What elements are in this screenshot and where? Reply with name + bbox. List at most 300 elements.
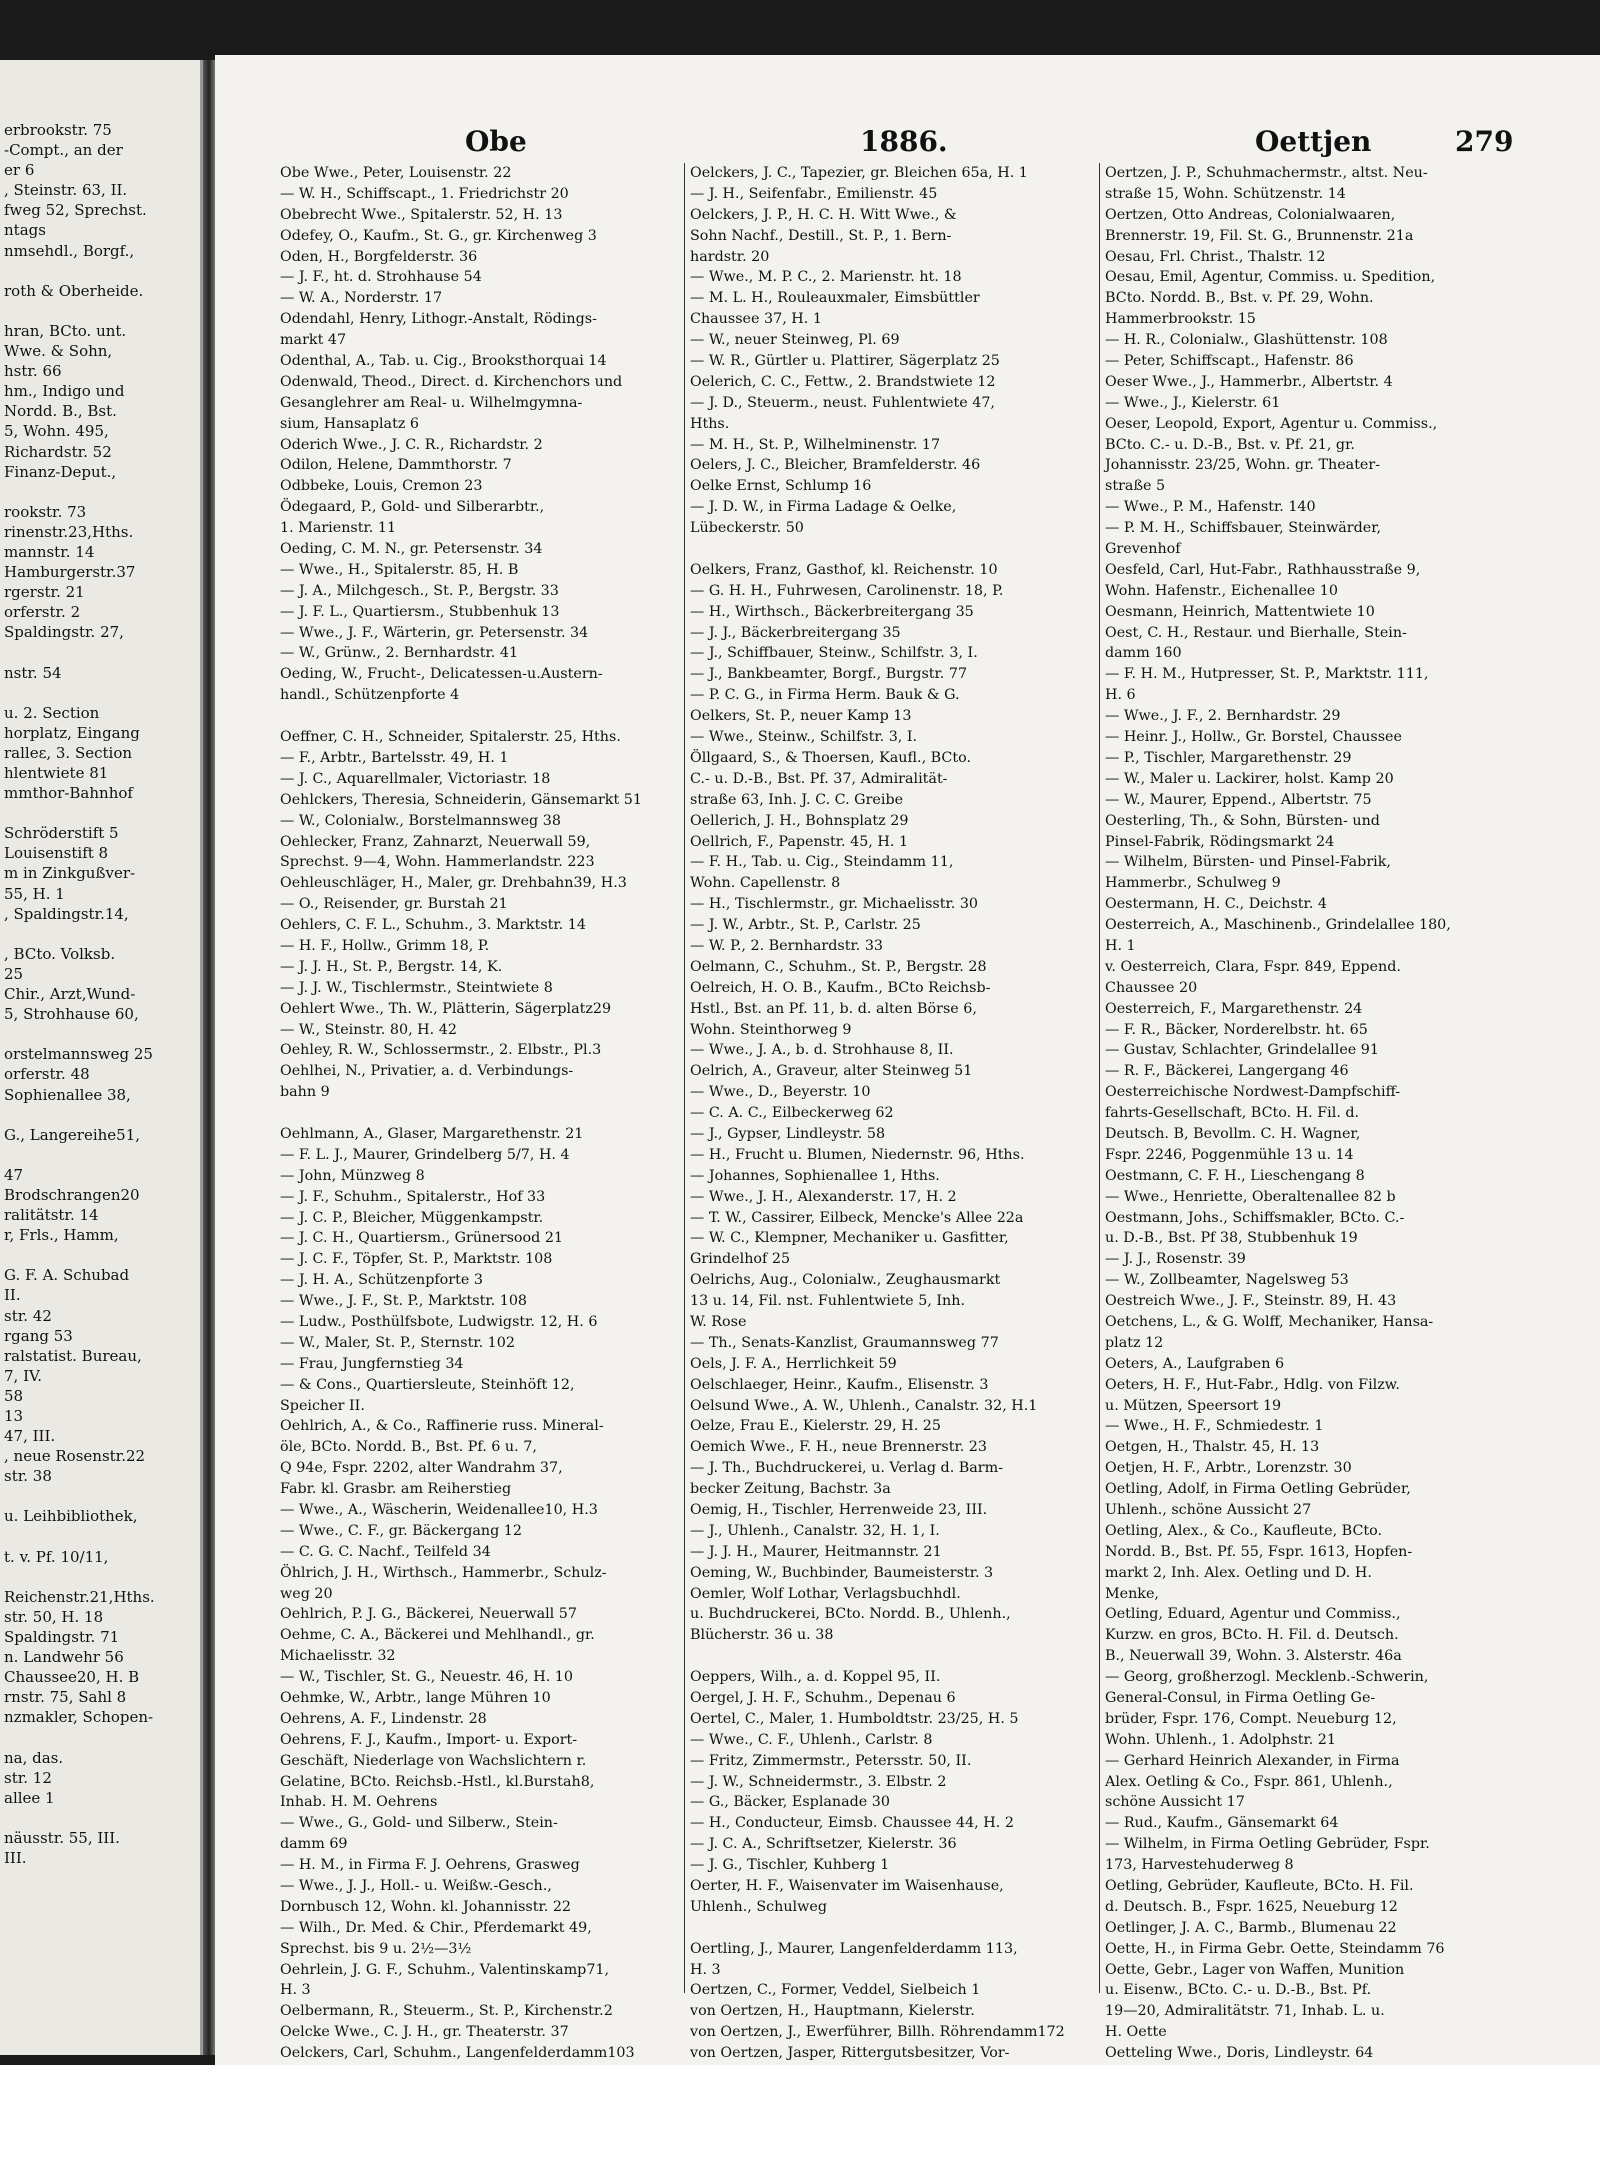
directory-line: — F. H. M., Hutpresser, St. P., Marktstr. 111, [1105,666,1429,683]
directory-line: Oestreich Wwe., J. F., Steinstr. 89, H. 43 [1105,1293,1397,1310]
directory-line: Odenwald, Theod., Direct. d. Kirchenchors und [280,373,623,390]
directory-line: Hstl., Bst. an Pf. 11, b. d. alten Börse 6, [690,1000,977,1017]
directory-line: weg 20 [280,1585,333,1602]
directory-line: Speicher II. [280,1397,365,1414]
directory-line: Richardstr. 52 [4,442,112,461]
directory-line: Oehlhei, N., Privatier, a. d. Verbindungs- [280,1063,574,1080]
directory-line: — W., Maler u. Lackirer, holst. Kamp 20 [1105,770,1394,787]
directory-line: — J. F. L., Quartiersm., Stubbenhuk 13 [280,603,560,620]
directory-line: Oeser, Leopold, Export, Agentur u. Commiss., [1105,415,1438,432]
directory-line: Oertzen, Otto Andreas, Colonialwaaren, [1105,206,1396,223]
directory-line: Chaussee20, H. B [4,1668,140,1687]
directory-line: Oerter, H. F., Waisenvater im Waisenhause, [690,1878,1004,1895]
directory-line: Odefey, O., Kaufm., St. G., gr. Kirchenweg 3 [280,227,597,244]
directory-line: Geschäft, Niederlage von Wachslichtern r. [280,1752,587,1769]
directory-line: Kurzw. en gros, BCto. H. Fil. d. Deutsch. [1105,1627,1399,1644]
directory-line: — J. C. A., Schriftsetzer, Kielerstr. 36 [690,1836,957,1853]
directory-line: — Wwe., J. F., St. P., Marktstr. 108 [280,1293,528,1310]
directory-line: — W. P., 2. Bernhardstr. 33 [690,937,884,954]
directory-line: Sohn Nachf., Destill., St. P., 1. Bern- [690,227,952,244]
directory-line: straße 5 [1105,478,1166,495]
directory-line: Oemig, H., Tischler, Herrenweide 23, III. [690,1502,988,1518]
directory-line: roth & Oberheide. [4,281,144,300]
directory-line: Oelckers, Carl, Schuhm., Langenfelderdamm103 [280,2045,635,2062]
directory-line [4,924,200,944]
directory-line: BCto. Nordd. B., Bst. v. Pf. 29, Wohn. [1105,290,1374,307]
directory-line: — P. C. G., in Firma Herm. Bauk & G. [690,687,960,704]
directory-line [690,539,1090,560]
header-right-keyword: Oettjen [1255,125,1372,158]
directory-line: Gelatine, BCto. Reichsb.-Hstl., kl.Burstah8, [280,1773,595,1790]
directory-line: von Oertzen, Jasper, Rittergutsbesitzer, Vor- [690,2045,1010,2062]
directory-line: — Georg, großherzogl. Mecklenb.-Schwerin, [1105,1669,1429,1686]
directory-line: — W., Steinstr. 80, H. 42 [280,1021,457,1038]
directory-line: Oehlrich, A., & Co., Raffinerie russ. Mineral- [280,1418,604,1435]
directory-line: Oertling, J., Maurer, Langenfelderdamm 113, [690,1940,1018,1957]
directory-line: — W. A., Norderstr. 17 [280,290,443,307]
directory-line: rookstr. 73 [4,502,87,521]
directory-line: — M. H., St. P., Wilhelminenstr. 17 [690,436,941,453]
directory-line: — Wwe., J. A., b. d. Strohhause 8, II. [690,1042,954,1059]
directory-line: , Steinstr. 63, II. [4,181,128,200]
directory-line: Grevenhof [1105,541,1181,558]
directory-line: — J. J. H., St. P., Bergstr. 14, K. [280,958,503,975]
directory-line [280,706,680,727]
directory-line: n. Landwehr 56 [4,1648,124,1667]
directory-line: Oelcke Wwe., C. J. H., gr. Theaterstr. 37 [280,2024,569,2041]
directory-line: rinenstr.23,Hths. [4,522,134,541]
directory-line: — P. M. H., Schiffsbauer, Steinwärder, [1105,520,1382,537]
directory-line: Grindelhof 25 [690,1251,791,1268]
directory-line: Spaldingstr. 27, [4,623,124,642]
directory-line: Hammerbr., Schulweg 9 [1105,875,1281,892]
directory-line: — J. J., Bäckerbreitergang 35 [690,624,901,641]
directory-line: orferstr. 2 [4,603,81,622]
directory-line: — Gerhard Heinrich Alexander, in Firma [1105,1752,1400,1769]
directory-line: — J., Schiffbauer, Steinw., Schilfstr. 3, I. [690,645,978,662]
directory-line: — Th., Senats-Kanzlist, Graumannsweg 77 [690,1334,999,1351]
directory-line: — H., Wirthsch., Bäckerbreitergang 35 [690,603,974,620]
directory-line: 55, H. 1 [4,884,65,903]
directory-line: str. 50, H. 18 [4,1607,104,1626]
directory-line: Oeming, W., Buchbinder, Baumeisterstr. 3 [690,1564,994,1581]
directory-line: — J., Bankbeamter, Borgf., Burgstr. 77 [690,666,968,683]
column-3 [1105,163,1505,2085]
directory-line: — W., Tischler, St. G., Neuestr. 46, H. 10 [280,1669,573,1686]
directory-line: sium, Hansaplatz 6 [280,415,419,432]
directory-line: ralstatist. Bureau, [4,1346,142,1365]
directory-line: — M. L. H., Rouleauxmaler, Eimsbüttler [690,290,980,307]
directory-line: Oehlecker, Franz, Zahnarzt, Neuerwall 59, [280,833,591,850]
directory-line: — J. H. A., Schützenpforte 3 [280,1272,483,1289]
directory-line: 13 [4,1407,24,1425]
directory-line: Oette, Gebr., Lager von Waffen, Munition [1105,1961,1405,1978]
directory-line: Oderich Wwe., J. C. R., Richardstr. 2 [280,436,543,453]
directory-line: Chir., Arzt,Wund- [4,985,136,1004]
directory-line [4,1527,200,1547]
directory-line: Odendahl, Henry, Lithogr.-Anstalt, Rödings- [280,311,597,328]
directory-line: Öhlrich, J. H., Wirthsch., Hammerbr., Schulz- [280,1564,607,1581]
directory-line: platz 12 [1105,1334,1164,1351]
directory-line: — Wwe., C. F., Uhlenh., Carlstr. 8 [690,1731,933,1748]
directory-line: B., Neuerwall 39, Wohn. 3. Alsterstr. 46a [1105,1648,1402,1665]
directory-line: — W., Maurer, Eppend., Albertstr. 75 [1105,791,1372,808]
directory-line: H. 6 [1105,687,1136,704]
directory-line: — Wwe., J. F., 2. Bernhardstr. 29 [1105,708,1341,725]
directory-line: Oeppers, Wilh., a. d. Koppel 95, II. [690,1669,941,1686]
directory-line: Oetlinger, J. A. C., Barmb., Blumenau 22 [1105,1919,1397,1936]
directory-line: näusstr. 55, III. [4,1828,120,1847]
directory-line: — & Cons., Quartiersleute, Steinhöft 12, [280,1376,575,1393]
directory-line: Oelrichs, Aug., Colonialw., Zeughausmarkt [690,1272,1001,1289]
directory-line: — Wwe., G., Gold- und Silberw., Stein- [280,1815,558,1832]
directory-line: Oehmke, W., Arbtr., lange Mühren 10 [280,1690,551,1707]
directory-line: Oestmann, Johs., Schiffsmakler, BCto. C.- [1105,1209,1405,1226]
book-gutter [203,60,215,2055]
directory-line: — J. W., Schneidermstr., 3. Elbstr. 2 [690,1773,947,1790]
directory-line: t. v. Pf. 10/11, [4,1547,109,1566]
directory-line: Chaussee 37, H. 1 [690,311,822,328]
directory-line: u. Leihbibliothek, [4,1507,138,1526]
directory-line: d. Deutsch. B., Fspr. 1625, Neueburg 12 [1105,1898,1398,1915]
directory-line: hstr. 66 [4,362,62,381]
directory-line: , Spaldingstr.14, [4,904,129,923]
directory-line: Oelkers, St. P., neuer Kamp 13 [690,708,912,725]
directory-line: str. 42 [4,1306,52,1325]
directory-line: 25 [4,964,24,983]
directory-line: Oesterreichische Nordwest-Dampfschiff- [1105,1084,1401,1101]
directory-line: schöne Aussicht 17 [1105,1794,1245,1811]
directory-line: Oeser Wwe., J., Hammerbr., Albertstr. 4 [1105,373,1393,390]
directory-line: Oeding, C. M. N., gr. Petersenstr. 34 [280,541,543,558]
directory-line: H. 1 [1105,937,1136,954]
directory-line: Oetling, Alex., & Co., Kaufleute, BCto. [1105,1522,1383,1539]
directory-line [4,482,200,502]
directory-line: Michaelisstr. 32 [280,1648,396,1665]
directory-line: — W., Maler, St. P., Sternstr. 102 [280,1334,515,1351]
directory-line: Brodschrangen20 [4,1185,140,1204]
directory-line: 1. Marienstr. 11 [280,520,397,537]
directory-line: II. [4,1286,21,1305]
directory-line: Oehlrich, P. J. G., Bäckerei, Neuerwall 57 [280,1606,577,1623]
directory-line [4,1245,200,1265]
directory-line: Inhab. H. M. Oehrens [280,1794,438,1811]
directory-line: Menke, [1105,1585,1159,1602]
directory-line [4,1105,200,1125]
directory-line: Q 94e, Fspr. 2202, alter Wandrahm 37, [280,1460,563,1477]
directory-line: — J. W., Arbtr., St. P., Carlstr. 25 [690,917,921,934]
directory-line: orstelmannsweg 25 [4,1045,153,1064]
directory-line: Oette, H., in Firma Gebr. Oette, Steindamm 76 [1105,1940,1445,1957]
directory-line: — Wwe., Steinw., Schilfstr. 3, I. [690,729,918,746]
directory-line: r, Frls., Hamm, [4,1226,119,1245]
directory-line: Oellerich, J. H., Bohnsplatz 29 [690,812,909,829]
directory-line: u. 2. Section [4,703,100,722]
directory-line: — Fritz, Zimmermstr., Petersstr. 50, II. [690,1752,972,1769]
directory-line: H. 3 [280,1982,311,1999]
directory-line: Oertzen, C., Former, Veddel, Sielbeich 1 [690,1982,981,1999]
directory-line: nmsehdl., Borgf., [4,241,135,260]
directory-line: — J. D., Steuerm., neust. Fuhlentwiete 47, [690,394,995,411]
directory-line: — H. R., Colonialw., Glashüttenstr. 108 [1105,332,1388,349]
directory-line [4,1486,200,1506]
directory-line: Oelbermann, R., Steuerm., St. P., Kirchenstr.2 [280,2003,613,2020]
directory-line: Oelkers, Franz, Gasthof, kl. Reichenstr. 10 [690,561,998,578]
directory-line: — Gustav, Schlachter, Grindelallee 91 [1105,1042,1379,1059]
directory-line: — J. A., Milchgesch., St. P., Bergstr. 33 [280,582,559,599]
directory-line: Oeters, A., Laufgraben 6 [1105,1355,1285,1372]
directory-line: Oelmann, C., Schuhm., St. P., Bergstr. 28 [690,958,987,975]
directory-line: Sophienallee 38, [4,1085,131,1104]
directory-line: Schröderstift 5 [4,824,119,843]
directory-line: von Oertzen, J., Ewerführer, Billh. Röhrendamm172 [690,2024,1065,2041]
directory-line [4,642,200,662]
directory-line: Sprechst. 9—4, Wohn. Hammerlandstr. 223 [280,854,595,871]
directory-line: — Wilh., Dr. Med. & Chir., Pferdemarkt 49, [280,1919,592,1936]
directory-line: G. F. A. Schubad [4,1266,130,1285]
directory-line: Oesmann, Heinrich, Mattentwiete 10 [1105,603,1375,620]
directory-line: — Wwe., Henriette, Oberaltenallee 82 b [1105,1188,1396,1205]
directory-line [4,803,200,823]
directory-line: Oetgen, H., Thalstr. 45, H. 13 [1105,1439,1320,1456]
directory-line: Öllgaard, S., & Thoersen, Kaufl., BCto. [690,749,972,766]
directory-line: — John, Münzweg 8 [280,1167,425,1184]
directory-line: Oeffner, C. H., Schneider, Spitalerstr. 25, Hths. [280,729,621,746]
directory-line: General-Consul, in Firma Oetling Ge- [1105,1690,1376,1707]
directory-line: — Wwe., P. M., Hafenstr. 140 [1105,499,1316,516]
directory-line: , BCto. Volksb. [4,944,116,963]
directory-line: Odilon, Helene, Dammthorstr. 7 [280,457,512,474]
left-page-fragment [0,60,203,2055]
directory-line: Dornbusch 12, Wohn. kl. Johannisstr. 22 [280,1898,572,1915]
directory-line: Reichenstr.21,Hths. [4,1587,155,1606]
directory-line: Oehlckers, Theresia, Schneiderin, Gänsemarkt 51 [280,791,642,808]
directory-line: Oelers, J. C., Bleicher, Bramfelderstr. 46 [690,457,981,474]
directory-line: — H., Conducteur, Eimsb. Chaussee 44, H. 2 [690,1815,1014,1832]
directory-line: — C. A. C., Eilbeckerweg 62 [690,1105,894,1122]
directory-line: Wohn. Hafenstr., Eichenallee 10 [1105,582,1338,599]
directory-line: Uhlenh., Schulweg [690,1898,827,1915]
directory-line: Deutsch. B, Bevollm. C. H. Wagner, [1105,1125,1361,1142]
directory-line: 5, Strohhause 60, [4,1005,139,1024]
directory-line: m in Zinkgußver- [4,864,136,883]
directory-line: — Wwe., J., Kielerstr. 61 [1105,394,1281,411]
directory-line: rnstr. 75, Sahl 8 [4,1688,127,1707]
directory-line: Hths. [690,415,730,432]
directory-line: — W., Grünw., 2. Bernhardstr. 41 [280,645,519,662]
directory-line: — C. G. C. Nachf., Teilfeld 34 [280,1543,491,1560]
directory-line: — J., Uhlenh., Canalstr. 32, H. 1, I. [690,1522,940,1539]
directory-line: — T. W., Cassirer, Eilbeck, Mencke's Allee 22a [690,1209,1024,1226]
directory-line: — Wwe., J. J., Holl.- u. Weißw.-Gesch., [280,1878,552,1895]
directory-line: hardstr. 20 [690,248,770,265]
directory-line: er 6 [4,161,35,180]
directory-line: Oeding, W., Frucht-, Delicatessen-u.Austern- [280,666,603,683]
directory-line: Oehrens, A. F., Lindenstr. 28 [280,1710,487,1727]
directory-line: Oesau, Emil, Agentur, Commiss. u. Spedition, [1105,269,1436,286]
directory-line: Oetling, Eduard, Agentur und Commiss., [1105,1606,1401,1623]
directory-line: Oehleuschläger, H., Maler, gr. Drehbahn39, H.3 [280,875,627,892]
directory-line: Oelckers, J. P., H. C. H. Witt Wwe., & [690,206,957,223]
directory-line: C.- u. D.-B., Bst. Pf. 37, Admiralität- [690,770,948,787]
directory-line: Lübeckerstr. 50 [690,520,804,537]
directory-line: — Wilhelm, in Firma Oetling Gebrüder, Fspr. [1105,1836,1430,1853]
directory-line [4,1567,200,1587]
directory-line [4,1024,200,1044]
directory-line: Oetjen, H. F., Arbtr., Lorenzstr. 30 [1105,1460,1352,1477]
directory-line: Hammerbrookstr. 15 [1105,311,1256,328]
directory-line: ntags [4,221,46,240]
directory-line: horplatz, Eingang [4,723,140,742]
directory-line: — Peter, Schiffscapt., Hafenstr. 86 [1105,353,1354,370]
directory-line: Oelckers, J. C., Tapezier, gr. Bleichen 65a, H. 1 [690,165,1028,181]
directory-line: na, das. [4,1748,64,1767]
directory-line: mannstr. 14 [4,542,95,561]
directory-line: Oesfeld, Carl, Hut-Fabr., Rathhausstraße 9, [1105,561,1421,578]
directory-line: — Wwe., A., Wäscherin, Weidenallee10, H.3 [280,1502,598,1518]
directory-line: Fabr. kl. Grasbr. am Reiherstieg [280,1481,512,1498]
directory-line: — Johannes, Sophienallee 1, Hths. [690,1167,940,1184]
directory-line: Oestermann, H. C., Deichstr. 4 [1105,896,1328,913]
directory-line: Chaussee 20 [1105,979,1198,996]
directory-line: Wohn. Uhlenh., 1. Adolphstr. 21 [1105,1731,1337,1748]
directory-line: — W., Colonialw., Borstelmannsweg 38 [280,812,561,829]
directory-line [4,1808,200,1828]
directory-line: ralleε, 3. Section [4,743,133,762]
directory-line: u. Eisenw., BCto. C.- u. D.-B., Bst. Pf. [1105,1982,1372,1999]
directory-line: — Wwe., M. P. C., 2. Marienstr. ht. 18 [690,269,962,286]
directory-line: — Wwe., H. F., Schmiedestr. 1 [1105,1418,1324,1435]
directory-line: rgang 53 [4,1326,73,1345]
directory-line: 47 [4,1165,24,1184]
directory-line: — R. F., Bäckerei, Langergang 46 [1105,1063,1349,1080]
directory-line: — Heinr. J., Hollw., Gr. Borstel, Chaussee [1105,729,1402,746]
directory-line: straße 15, Wohn. Schützenstr. 14 [1105,185,1346,202]
directory-line: u. Mützen, Speersort 19 [1105,1397,1282,1414]
directory-line: — F. L. J., Maurer, Grindelberg 5/7, H. 4 [280,1146,570,1163]
directory-line: — F. H., Tab. u. Cig., Steindamm 11, [690,854,954,871]
directory-line [4,261,200,281]
directory-line: — J. C. H., Quartiersm., Grünersood 21 [280,1230,564,1247]
directory-line: Oelke Ernst, Schlump 16 [690,478,872,495]
directory-line: damm 69 [280,1836,348,1853]
directory-line: Uhlenh., schöne Aussicht 27 [1105,1502,1312,1518]
directory-line: Brennerstr. 19, Fil. St. G., Brunnenstr. 21a [1105,227,1414,244]
directory-line: Oeters, H. F., Hut-Fabr., Hdlg. von Filzw. [1105,1376,1400,1393]
column-divider [684,163,685,1993]
page-header [215,125,1600,159]
directory-line: W. Rose [690,1313,747,1330]
directory-line: nzmakler, Schopen- [4,1708,154,1727]
directory-line: becker Zeitung, Bachstr. 3a [690,1481,891,1498]
directory-line: — W. R., Gürtler u. Plattirer, Sägerplatz 25 [690,353,1000,370]
directory-line: — J. Th., Buchdruckerei, u. Verlag d. Barm- [690,1460,1004,1477]
scan-margin [0,2065,1600,2177]
directory-line [4,1728,200,1748]
directory-line: H. Oette [1105,2024,1167,2041]
directory-line: — Wwe., D., Beyerstr. 10 [690,1084,871,1101]
directory-line: Oest, C. H., Restaur. und Bierhalle, Stein- [1105,624,1407,641]
directory-line: Oelsund Wwe., A. W., Uhlenh., Canalstr. 32, H.1 [690,1397,1038,1414]
directory-line: Oertel, C., Maler, 1. Humboldtstr. 23/25, H. 5 [690,1710,1019,1727]
directory-line: fahrts-Gesellschaft, BCto. H. Fil. d. [1105,1105,1360,1122]
directory-line [4,683,200,703]
directory-line: Sprechst. bis 9 u. 2½—3½ [280,1940,472,1957]
directory-line: — H. F., Hollw., Grimm 18, P. [280,937,490,954]
directory-line: — W. C., Klempner, Mechaniker u. Gasfitter, [690,1230,1009,1247]
directory-line: — G., Bäcker, Esplanade 30 [690,1794,891,1811]
directory-line [4,301,200,321]
directory-line: Oergel, J. H. F., Schuhm., Depenau 6 [690,1690,956,1707]
directory-line: — J. H., Seifenfabr., Emilienstr. 45 [690,185,938,202]
directory-line: Oden, H., Borgfelderstr. 36 [280,248,478,265]
directory-line: — J. F., ht. d. Strohhause 54 [280,269,482,286]
header-left-keyword: Obe [465,125,527,158]
directory-line: Oetchens, L., & G. Wolff, Mechaniker, Hansa- [1105,1313,1434,1330]
directory-line: Oehlers, C. F. L., Schuhm., 3. Marktstr. 14 [280,917,586,934]
directory-line: — Wilhelm, Bürsten- und Pinsel-Fabrik, [1105,854,1391,871]
directory-line: — F. R., Bäcker, Norderelbstr. ht. 65 [1105,1021,1368,1038]
directory-line: brüder, Fspr. 176, Compt. Neueburg 12, [1105,1710,1397,1727]
directory-line: — J. C. P., Bleicher, Müggenkampstr. [280,1209,544,1226]
directory-line [690,1918,1090,1939]
directory-line: 58 [4,1386,24,1405]
directory-line: Oesterling, Th., & Sohn, Bürsten- und [1105,812,1380,829]
directory-line: — W. H., Schiffscapt., 1. Friedrichstr 20 [280,185,569,202]
directory-line: erbrookstr. 75 [4,121,112,139]
directory-line: Oehlert Wwe., Th. W., Plätterin, Sägerplatz29 [280,1000,612,1017]
directory-line: H. 3 [690,1961,721,1978]
directory-line: — J. G., Tischler, Kuhberg 1 [690,1857,890,1874]
directory-line: Pinsel-Fabrik, Rödingsmarkt 24 [1105,833,1335,850]
directory-line: — W., neuer Steinweg, Pl. 69 [690,332,900,349]
directory-line: Oellrich, F., Papenstr. 45, H. 1 [690,833,909,850]
directory-line: — Wwe., J. H., Alexanderstr. 17, H. 2 [690,1188,957,1205]
directory-line: — H., Frucht u. Blumen, Niedernstr. 96, Hths. [690,1146,1025,1163]
directory-line: Oels, J. F. A., Herrlichkeit 59 [690,1355,897,1372]
directory-line: — P., Tischler, Margarethenstr. 29 [1105,749,1352,766]
directory-line: — J. J. H., Maurer, Heitmannstr. 21 [690,1543,942,1560]
directory-line: Oesterreich, A., Maschinenb., Grindelallee 180, [1105,917,1451,934]
directory-line [280,1103,680,1124]
directory-line: Alex. Oetling & Co., Fspr. 861, Uhlenh., [1105,1773,1393,1790]
directory-line: Wohn. Capellenstr. 8 [690,875,841,892]
column-2 [690,163,1090,2127]
directory-line: ralitätstr. 14 [4,1206,99,1225]
directory-line: Oehrens, F. J., Kaufm., Import- u. Export- [280,1731,578,1748]
directory-line: , neue Rosenstr.22 [4,1447,146,1466]
directory-line: handl., Schützenpforte 4 [280,687,460,704]
directory-line: — O., Reisender, gr. Burstah 21 [280,896,508,913]
directory-line: Oemler, Wolf Lothar, Verlagsbuchhdl. [690,1585,961,1602]
directory-line: Oetling, Gebrüder, Kaufleute, BCto. H. Fil. [1105,1878,1414,1895]
directory-line: Oesau, Frl. Christ., Thalstr. 12 [1105,248,1326,265]
directory-line: markt 2, Inh. Alex. Oetling und D. H. [1105,1564,1372,1581]
directory-line: v. Oesterreich, Clara, Fspr. 849, Eppend. [1105,958,1401,975]
directory-line: — H., Tischlermstr., gr. Michaelisstr. 30 [690,896,979,913]
directory-line: 5, Wohn. 495, [4,422,109,441]
directory-line: 47, III. [4,1427,56,1446]
directory-line: Oehlmann, A., Glaser, Margarethenstr. 21 [280,1125,584,1142]
directory-line: Ödegaard, P., Gold- und Silberarbtr., [280,499,545,516]
directory-line: fweg 52, Sprechst. [4,201,147,220]
directory-line: hm., Indigo und [4,382,125,401]
directory-line: Oelschlaeger, Heinr., Kaufm., Elisenstr. 3 [690,1376,989,1393]
page-number: 279 [1455,125,1514,158]
directory-line: — H. M., in Firma F. J. Oehrens, Grasweg [280,1857,580,1874]
directory-line: -Compt., an der [4,141,123,160]
directory-line: u. Buchdruckerei, BCto. Nordd. B., Uhlenh., [690,1606,1011,1623]
